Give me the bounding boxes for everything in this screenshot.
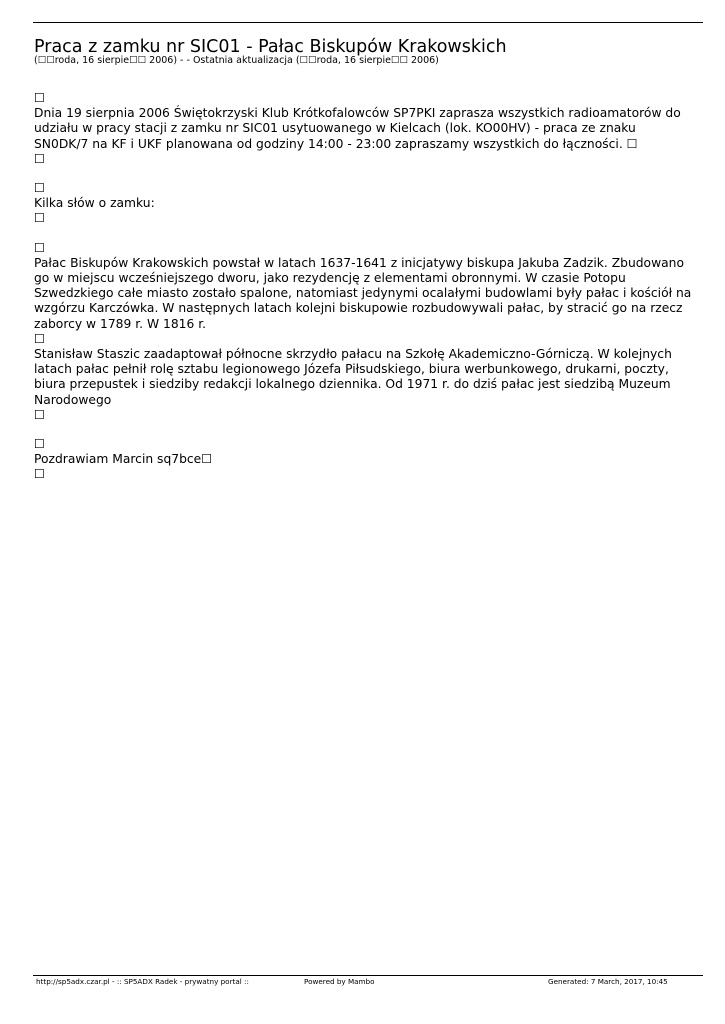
- footer-powered-by: Powered by Mambo: [304, 977, 375, 986]
- article-meta: (☐☐roda, 16 sierpie☐☐ 2006) - - Ostatnia aktualizacja (☐☐roda, 16 sierpie☐☐ 2006): [34, 55, 439, 66]
- paragraph-signature: Pozdrawiam Marcin sq7bce☐: [34, 452, 213, 467]
- placeholder-box: ☐: [34, 181, 46, 196]
- paragraph-heading: Kilka słów o zamku:: [34, 196, 155, 211]
- placeholder-box: ☐: [34, 91, 46, 105]
- placeholder-box: ☐: [34, 151, 46, 166]
- bottom-rule: [33, 975, 703, 976]
- placeholder-box: ☐: [34, 437, 46, 452]
- article-title: Praca z zamku nr SIC01 - Pałac Biskupów Krakowskich: [34, 37, 507, 57]
- paragraph-history: Pałac Biskupów Krakowskich powstał w latach 1637-1641 z inicjatywy biskupa Jakuba Zadzik. Zbudowano go w miejscu wcześniejszego dworu, jako rezydencję z elementami obronnymi. W czasie Potopu Szwedzkiego całe miasto zostało spalone, natomiast jedynymi ocalałymi budowlami były pałac i kościół na wzgórzu Karczówka. W następnych latach kolejni biskupowie rozbudowywali pałac, by stracić go na rzecz zaborcy w 1789 r. W 1816 r.: [34, 255, 692, 331]
- paragraph-history-continued: Stanisław Staszic zaadaptował północne skrzydło pałacu na Szkołę Akademiczno-Górniczą. W kolejnych latach pałac pełnił rolę sztabu legionowego Józefa Piłsudskiego, biura werbunkowego, drukarni, poczty, biura przepustek i siedziby redakcji lokalnego dziennika. Od 1971 r. do dziś pałac jest siedzibą Muzeum Narodowego: [34, 347, 672, 407]
- placeholder-box: ☐: [34, 331, 46, 346]
- footer-site-link[interactable]: http://sp5adx.czar.pl - :: SP5ADX Radek - prywatny portal ::: [36, 977, 249, 986]
- paragraph-intro: Dnia 19 sierpnia 2006 Świętokrzyski Klub Krótkofalowców SP7PKI zaprasza wszystkich radioamatorów do udziału w pracy stacji z zamku nr SIC01 usytuowanego w Kielcach (lok. KO00HV) - praca ze znaku SN0DK/7 na KF i UKF planowana od godziny 14:00 - 23:00 zapraszamy wszystkich do łączności. ☐: [34, 106, 681, 151]
- top-rule: [33, 22, 703, 23]
- placeholder-box: ☐: [34, 211, 46, 226]
- placeholder-box: ☐: [34, 407, 46, 422]
- footer-generated-date: Generated: 7 March, 2017, 10:45: [548, 977, 668, 986]
- placeholder-box: ☐: [34, 467, 46, 482]
- article-body: [34, 91, 694, 483]
- placeholder-box: ☐: [34, 240, 46, 255]
